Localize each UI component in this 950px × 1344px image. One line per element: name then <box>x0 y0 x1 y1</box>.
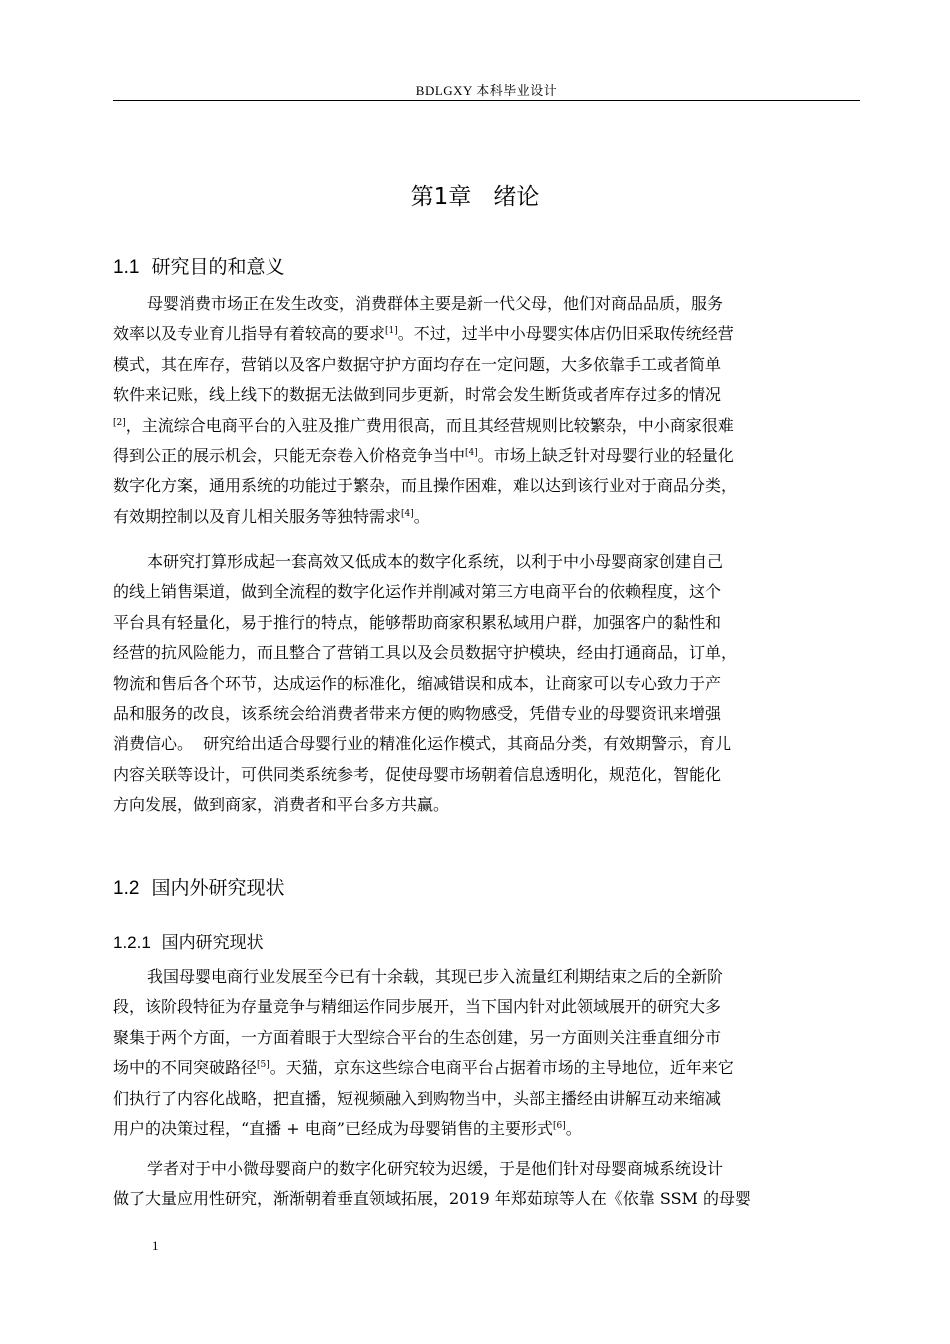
section-number: 1.2 <box>113 878 140 899</box>
paragraph-1-2-1-b: 学者对于中小微母婴商户的数字化研究较为迟缓，于是他们针对母婴商城系统设计 做了大量应用性研究，渐渐朝着垂直领域拓展，2019 年郑茹琼等人在《依靠 SSM 的母婴 <box>113 1159 752 1209</box>
page-number: 1 <box>152 1238 159 1253</box>
section-heading-1-2 <box>113 873 285 900</box>
paragraph-1-1-b: 本研究打算形成起一套高效又低成本的数字化系统，以利于中小母婴商家创建自己 的线上销售渠道，做到全流程的数字化运作并削减对第三方电商平台的依赖程度，这个 平台具有轻量化，易于推行的特点，能够帮助商家积累私域用户群，加强客户的黏性和 经营的抗风险能力，而且整合了营销工具以及会员数据守护模块，经由打通商品，订单， 物流和售后各个环节，达成运作的标准化，缩减错误和成本，让商家可以专心致力于产 品和服务的改良，该系统会给消费者带来方便的购物感受，凭借专业的母婴资讯来增强 消费信心。 研究给出适合母婴行业的精准化运作模式，其商品分类，有效期警示，育儿 内容关联等设计，可供同类系统参考，促使母婴市场朝着信息透明化，规范化，智能化 方向发展，做到商家，消费者和平台多方共赢。 <box>113 552 738 815</box>
section-title: 国内外研究现状 <box>151 877 285 899</box>
section-number: 1.1 <box>113 257 140 278</box>
citation: [2] <box>113 417 126 428</box>
running-header: BDLGXY 本科毕业设计 <box>415 83 558 98</box>
subsection-title: 国内研究现状 <box>161 933 264 953</box>
paragraph-1-1-a: 母婴消费市场正在发生改变，消费群体主要是新一代父母，他们对商品品质，服务 效率以及专业育儿指导有着较高的要求[1]。不过，过半中小母婴实体店仍旧采取传统经营 模式，其在库存，营销以及客户数据守护方面均存在一定问题，大多依靠手工或者简单 软件来记账，线上线下的数据无法做到同步更新，时常会发生断货或者库存过多的情况 [2]，主流综合电商平台的入驻及推广费用很高，而且其经营规则比较繁杂，中小商家很难 得到公正的展示机会，只能无奈卷入价格竞争当中[4]。市场上缺乏针对母婴行业的轻量化 数字化方案，通用系统的功能过于繁杂，而且操作困难，难以达到该行业对于商品分类， 有效期控制以及育儿相关服务等独特需求[4]。 <box>113 294 738 526</box>
paragraph-1-2-1-a: 我国母婴电商行业发展至今已有十余载，其现已步入流量红利期结束之后的全新阶 段，该阶段特征为存量竞争与精细运作同步展开，当下国内针对此领域展开的研究大多 聚集于两个方面，一方面着眼于大型综合平台的生态创建，另一方面则关注垂直细分市 场中的不同突破路径[5]。天猫，京东这些综合电商平台占据着市场的主导地位，近年来它 们执行了内容化战略，把直播，短视频融入到购物当中，头部主播经由讲解互动来缩减 用户的决策过程，“直播 + 电商”已经成为母婴销售的主要形式[6]。 <box>113 967 734 1138</box>
subsection-number: 1.2.1 <box>113 933 151 952</box>
chapter-title: 绪论 <box>493 184 540 210</box>
citation: [1] <box>385 326 398 337</box>
section-heading-1-1 <box>113 252 285 279</box>
citation: [6] <box>552 1120 566 1131</box>
citation: [5] <box>257 1060 270 1071</box>
citation: [4] <box>401 508 414 519</box>
chapter-heading <box>0 178 950 211</box>
section-title: 研究目的和意义 <box>151 256 285 278</box>
subsection-heading-1-2-1 <box>113 928 264 953</box>
citation: [4] <box>465 447 478 458</box>
header-rule <box>113 100 860 101</box>
chapter-number: 第1章 <box>410 184 472 210</box>
